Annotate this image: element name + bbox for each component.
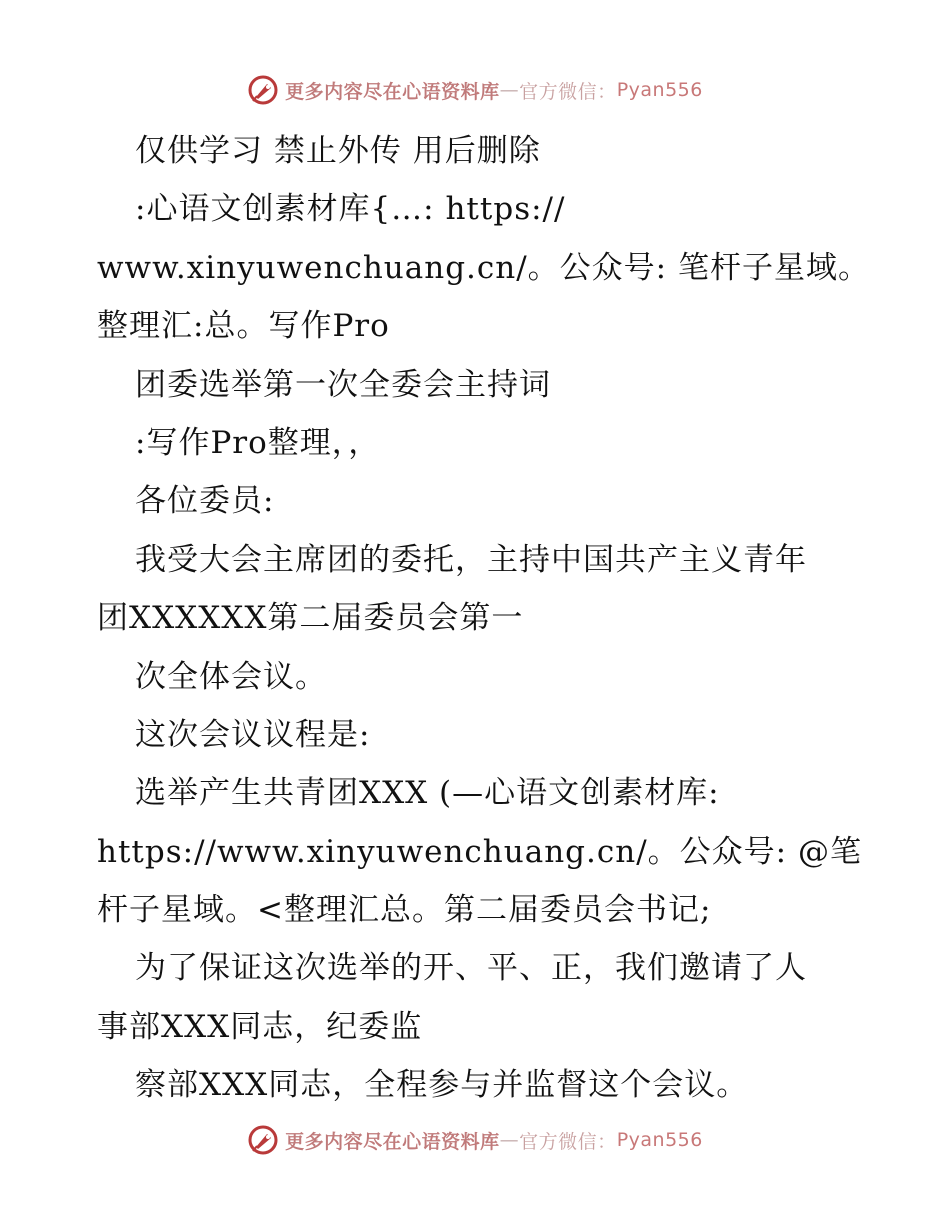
body-line: 为了保证这次选举的开、平、正，我们邀请了人 [135,950,807,987]
body-line: :写作Pro整理，， [135,424,381,461]
banner-wechat-label: 官方微信： [519,1130,617,1153]
banner-wechat-id: Pyan556 [616,79,703,101]
body-line: 我受大会主席团的委托，主持中国共产主义青年 [135,541,807,578]
body-line: 仅供学习 禁止外传 用后删除 [135,133,541,169]
banner-main-text: 更多内容尽在心语资料库 [285,80,500,103]
body-line: 团XXXXXX第二届委员会第一 [97,600,524,637]
banner-wechat-id: Pyan556 [616,1129,703,1151]
body-line: 杆子星域。<整理汇总。第二届委员会书记; [97,892,712,929]
body-line: 整理汇:总。写作Pro [97,308,390,345]
banner-dash: — [499,79,520,101]
footer-banner [0,1120,950,1160]
body-line: 察部XXX同志，全程参与并监督这个会议。 [135,1067,749,1104]
pen-nib-circle-icon [247,1124,279,1156]
document-title: 团委选举第一次全委会主持词 [135,366,551,403]
body-line: www.xinyuwenchuang.cn/。公众号: 笔杆子星域。 [97,249,870,286]
document-body [97,122,870,1115]
salutation: 各位委员: [135,483,275,520]
body-line: 次全体会议。 [135,658,327,695]
banner-main-text: 更多内容尽在心语资料库 [285,1130,500,1153]
pen-nib-circle-icon [247,74,279,106]
body-line: 事部XXX同志，纪委监 [97,1008,423,1045]
body-line: :心语文创素材库{…: https:// [135,191,566,228]
header-banner [0,70,950,110]
body-line: 选举产生共青团XXX (—心语文创素材库: [135,775,720,812]
body-line: https://www.xinyuwenchuang.cn/。公众号: @笔 [97,833,862,870]
banner-wechat-label: 官方微信： [519,80,617,103]
body-line: 这次会议议程是: [135,716,371,753]
banner-dash: — [499,1129,520,1151]
